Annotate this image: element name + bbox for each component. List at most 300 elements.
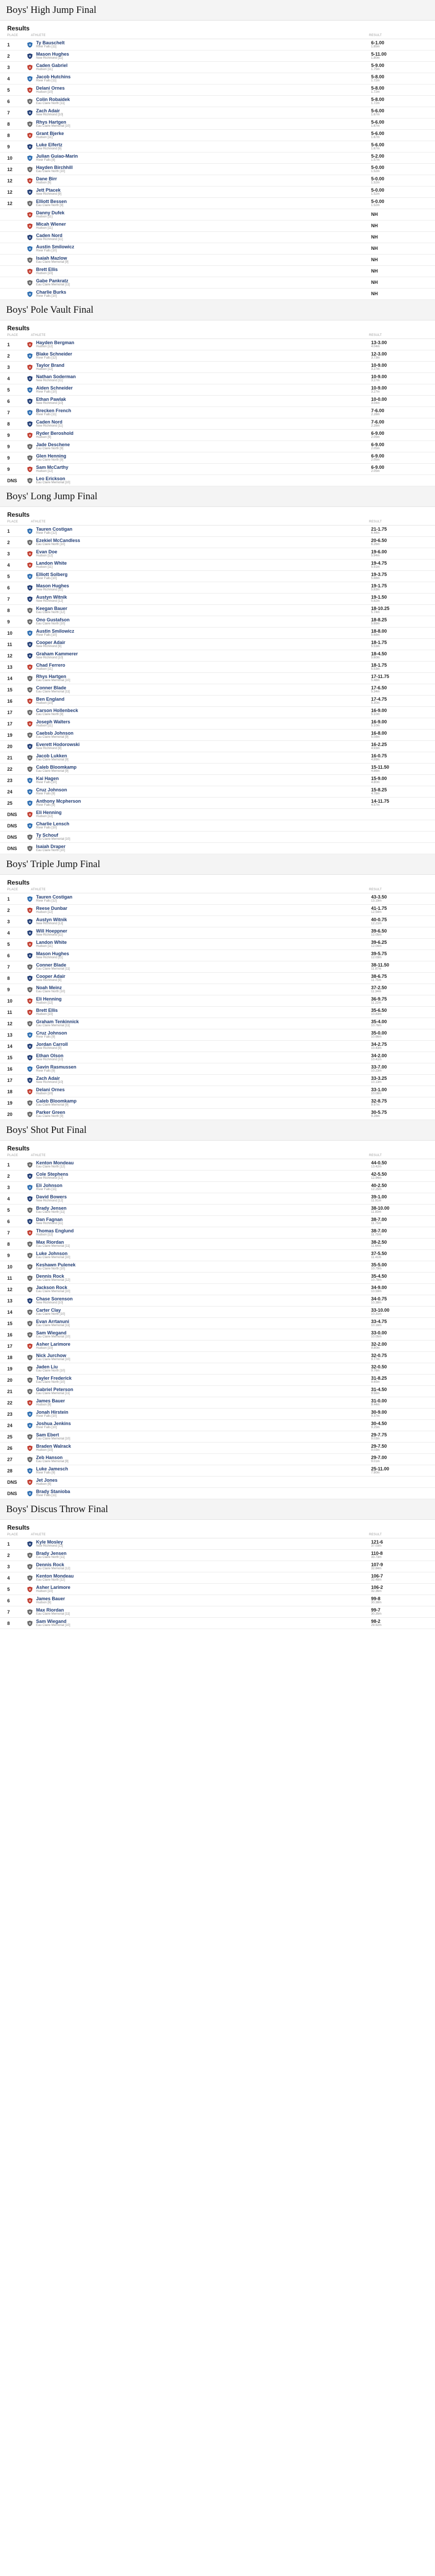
athlete-name-link[interactable]: Isaiah Draper [36, 843, 66, 849]
athlete-school-link[interactable]: Eau Claire Memorial [9] [36, 758, 69, 762]
athlete-name-link[interactable]: Brady Stanioba [36, 1488, 71, 1494]
result-metric: 4.86m [371, 770, 380, 773]
athlete-name-link[interactable]: Austin Smilowicz [36, 628, 75, 634]
athlete-school-link[interactable]: Hudson [12] [36, 911, 53, 914]
school-logo-icon [27, 42, 33, 48]
result-cell [371, 1240, 428, 1248]
place-cell: 2 [7, 907, 10, 913]
athlete-school-link[interactable]: Eau Claire North [9] [36, 713, 63, 717]
athlete-school-link[interactable]: Hudson [12] [36, 345, 53, 349]
athlete-name-link[interactable]: Colin Robaidek [36, 96, 70, 102]
athlete-school-link[interactable]: Eau Claire North [9] [36, 1115, 63, 1118]
athlete-school-link[interactable]: New Richmond [10] [36, 1301, 63, 1305]
athlete-name-link[interactable]: Ethan Pawlak [36, 396, 66, 402]
athlete-name-link[interactable]: Ezekiel McCandless [36, 537, 80, 543]
result-cell [371, 1183, 428, 1192]
place-cell: 20 [7, 1377, 13, 1383]
athlete-school-link[interactable]: Eau Claire Memorial [9] [36, 261, 69, 264]
athlete-name-link[interactable]: Mason Hughes [36, 51, 70, 57]
athlete-school-link[interactable]: New Richmond [11] [36, 379, 63, 383]
athlete-school-link[interactable]: Hudson [12] [36, 470, 53, 473]
athlete-name-link[interactable]: Carter Clay [36, 1307, 61, 1313]
athlete-school-link[interactable]: Eau Claire North [10] [36, 1381, 65, 1384]
result-row [0, 62, 435, 73]
athlete-name-link[interactable]: Chase Sorenson [36, 1296, 73, 1301]
athlete-school-link[interactable]: River Falls [10] [36, 249, 57, 253]
athlete-school-link[interactable]: Eau Claire North [9] [36, 459, 63, 462]
athlete-name-link[interactable]: Tayler Frederick [36, 1375, 72, 1381]
athlete-name-link[interactable]: Mason Hughes [36, 583, 70, 588]
athlete-name-link[interactable]: Landon White [36, 560, 67, 566]
athlete-school-link[interactable]: Eau Claire Memorial [10] [36, 1358, 71, 1362]
athlete-school-link[interactable]: New Richmond [10] [36, 1058, 63, 1062]
athlete-name-link[interactable]: Cruz Johnson [36, 787, 67, 792]
athlete-name-link[interactable]: Rhys Hartgen [36, 673, 66, 679]
athlete-school-link[interactable]: Hudson [12] [36, 815, 53, 819]
athlete-name-link[interactable]: Cooper Adair [36, 973, 65, 979]
athlete-name-link[interactable]: Sam McCarthy [36, 464, 69, 470]
column-result: RESULT [369, 1154, 382, 1157]
place-cell: 15 [7, 1055, 13, 1060]
result-mark: 16-9.00 [371, 719, 387, 724]
athlete-school-link[interactable]: Hudson [11] [36, 668, 53, 671]
athlete-name-link[interactable]: Cole Stephens [36, 1171, 69, 1177]
athlete-school-link[interactable]: Eau Claire North [12] [36, 611, 65, 615]
athlete-school-link[interactable]: Hudson [12] [36, 554, 53, 558]
athlete-name-link[interactable]: Caden Nord [36, 232, 63, 238]
athlete-school-link[interactable]: Hudson [9] [36, 436, 52, 439]
athlete-name-link[interactable]: Luke Johnson [36, 1250, 68, 1256]
athlete-school-link[interactable]: Eau Claire North [9] [36, 204, 63, 208]
athlete-name-link[interactable]: Austyn Witnik [36, 917, 67, 922]
result-cell [371, 788, 428, 796]
athlete-school-link[interactable]: Eau Claire North [10] [36, 1267, 65, 1271]
athlete-cell [36, 454, 371, 462]
result-row [0, 1097, 435, 1109]
athlete-name-link[interactable]: Jordan Carroll [36, 1041, 68, 1047]
athlete-name-link[interactable]: Kenton Mondeau [36, 1573, 74, 1579]
athlete-name-link[interactable]: Julian Guiao-Marin [36, 153, 78, 159]
athlete-school-link[interactable]: Eau Claire North [12] [36, 1165, 65, 1169]
athlete-name-link[interactable]: Kai Hagen [36, 775, 59, 781]
athlete-school-link[interactable]: Eau Claire North [10] [36, 622, 65, 626]
athlete-school-link[interactable]: River Falls [11] [36, 1494, 57, 1498]
results-heading: Results [7, 325, 30, 332]
athlete-school-link[interactable]: New Richmond [12] [36, 922, 63, 926]
athlete-school-link[interactable]: Eau Claire Memorial [10] [36, 679, 71, 683]
athlete-name-link[interactable]: Anthony Mcpherson [36, 798, 81, 804]
athlete-school-link[interactable]: Eau Claire Memorial [12] [36, 1279, 71, 1282]
athlete-school-link[interactable]: Eau Claire North [11] [36, 102, 65, 106]
athlete-school-link[interactable]: Hudson [10] [36, 1092, 53, 1096]
athlete-school-link[interactable]: Eau Claire North [10] [36, 849, 65, 853]
school-logo-icon [27, 766, 33, 772]
athlete-school-link[interactable]: Eau Claire North [10] [36, 990, 65, 994]
athlete-school-link[interactable]: Eau Claire Memorial [9] [36, 736, 69, 739]
result-mark: 19-4.75 [371, 560, 387, 566]
athlete-school-link[interactable]: New Richmond [11] [36, 57, 63, 60]
athlete-school-link[interactable]: River Falls [12] [36, 900, 57, 903]
athlete-name-link[interactable]: Glen Henning [36, 453, 66, 459]
athlete-school-link[interactable]: New Richmond [11] [36, 956, 63, 960]
place-cell: 3 [7, 1564, 10, 1569]
athlete-school-link[interactable]: Hudson [10] [36, 1347, 53, 1350]
athlete-name-link[interactable]: Austin Smilowicz [36, 244, 75, 249]
athlete-name-link[interactable]: Joshua Jenkins [36, 1420, 71, 1426]
athlete-school-link[interactable]: Eau Claire Memorial [9] [36, 1104, 69, 1107]
result-row [0, 1205, 435, 1216]
athlete-school-link[interactable]: River Falls [10] [36, 1426, 57, 1430]
athlete-school-link[interactable]: River Falls [9] [36, 1036, 55, 1039]
athlete-school-link[interactable]: Hudson [11] [36, 945, 53, 948]
athlete-name-link[interactable]: Caden Gabriel [36, 62, 68, 68]
athlete-school-link[interactable]: Hudson [10] [36, 1449, 53, 1452]
athlete-school-link[interactable]: New Richmond [12] [36, 600, 63, 603]
athlete-name-link[interactable]: Conner Blade [36, 962, 66, 968]
athlete-name-link[interactable]: Sam Ebert [36, 1432, 59, 1437]
athlete-name-link[interactable]: Elliott Bessen [36, 198, 67, 204]
athlete-school-link[interactable]: Eau Claire Memorial [10] [36, 1256, 71, 1260]
athlete-school-link[interactable]: Hudson [11] [36, 68, 53, 72]
athlete-name-link[interactable]: Taylor Brand [36, 362, 64, 368]
athlete-name-link[interactable]: Nick Jurchow [36, 1352, 66, 1358]
athlete-name-link[interactable]: Zeb Hanson [36, 1454, 63, 1460]
result-row [0, 1086, 435, 1097]
result-metric: 12.21m [371, 922, 382, 926]
athlete-school-link[interactable]: New Richmond [9] [36, 645, 62, 649]
athlete-name-link[interactable]: Kyle Mosley [36, 1539, 63, 1545]
athlete-name-link[interactable]: Delani Ornes [36, 85, 65, 91]
athlete-school-link[interactable]: Eau Claire Memorial [11] [36, 283, 70, 287]
athlete-school-link[interactable]: Eau Claire North [11] [36, 1556, 65, 1560]
athlete-name-link[interactable]: Dan Fagnan [36, 1216, 63, 1222]
athlete-name-link[interactable]: Eli Henning [36, 809, 62, 815]
athlete-school-link[interactable]: Hudson [12] [36, 368, 53, 371]
athlete-school-link[interactable]: Hudson [12] [36, 1233, 53, 1237]
athlete-name-link[interactable]: Caden Nord [36, 419, 63, 425]
athlete-name-link[interactable]: Mason Hughes [36, 951, 70, 956]
athlete-name-link[interactable]: Nathan Soderman [36, 374, 76, 379]
athlete-school-link[interactable]: New Richmond [11] [36, 238, 63, 242]
athlete-name-link[interactable]: Zach Adair [36, 1075, 60, 1081]
athlete-name-link[interactable]: Carson Hollenbeck [36, 707, 78, 713]
athlete-school-link[interactable]: River Falls [10] [36, 826, 57, 830]
athlete-name-link[interactable]: Eli Henning [36, 996, 62, 1002]
athlete-school-link[interactable]: Hudson [9] [36, 181, 52, 185]
athlete-name-link[interactable]: Eli Johnson [36, 1182, 63, 1188]
athlete-name-link[interactable]: Landon White [36, 939, 67, 945]
result-row [0, 39, 435, 50]
athlete-school-link[interactable]: Eau Claire Memorial [11] [36, 1324, 70, 1328]
result-row [0, 662, 435, 673]
athlete-name-link[interactable]: Ty Schouf [36, 832, 58, 838]
athlete-school-link[interactable]: Eau Claire Memorial [10] [36, 125, 71, 128]
athlete-name-link[interactable]: Asher Larimore [36, 1341, 71, 1347]
athlete-school-link[interactable]: New Richmond [9] [36, 193, 62, 196]
athlete-name-link[interactable]: Ben England [36, 696, 65, 702]
result-metric: 1.52m [371, 204, 380, 208]
athlete-school-link[interactable]: Eau Claire Memorial [11] [36, 1613, 70, 1616]
athlete-school-link[interactable]: Hudson [11] [36, 227, 53, 230]
result-metric: 4.93m [371, 747, 380, 751]
athlete-name-link[interactable]: Ethan Olson [36, 1053, 64, 1058]
place-cell: 16 [7, 698, 13, 704]
athlete-school-link[interactable]: Hudson [9] [36, 1483, 52, 1486]
athlete-school-link[interactable]: Hudson [10] [36, 1013, 53, 1016]
place-cell: 4 [7, 562, 10, 568]
athlete-name-link[interactable]: Jaden Liu [36, 1364, 58, 1369]
athlete-school-link[interactable]: River Falls [12] [36, 532, 57, 535]
athlete-school-link[interactable]: Hudson [12] [36, 1002, 53, 1005]
result-row [0, 1352, 435, 1363]
athlete-school-link[interactable]: Hudson [9] [36, 1601, 52, 1605]
athlete-school-link[interactable]: River Falls [10] [36, 1415, 57, 1418]
athlete-school-link[interactable]: River Falls [9] [36, 792, 55, 796]
athlete-school-link[interactable]: Eau Claire Memorial [10] [36, 1624, 71, 1628]
athlete-cell [36, 245, 371, 253]
athlete-school-link[interactable]: New Richmond [11] [36, 425, 63, 428]
athlete-school-link[interactable]: Hudson [10] [36, 91, 53, 94]
athlete-cell [36, 799, 371, 807]
athlete-school-link[interactable]: Hudson [11] [36, 215, 53, 219]
result-cell [371, 1088, 428, 1096]
athlete-name-link[interactable]: Jacob Hutchins [36, 74, 71, 79]
athlete-school-link[interactable]: River Falls [11] [36, 413, 57, 417]
athlete-name-link[interactable]: Keshawn Pulenek [36, 1262, 76, 1267]
athlete-name-link[interactable]: Jade Deschene [36, 442, 70, 447]
athlete-school-link[interactable]: River Falls [10] [36, 577, 57, 581]
athlete-school-link[interactable]: Eau Claire Memorial [10] [36, 1290, 71, 1294]
athlete-name-link[interactable]: Brecken French [36, 408, 72, 413]
athlete-cell [36, 561, 371, 569]
column-athlete: ATHLETE [31, 888, 46, 891]
result-mark: 7-6.00 [371, 408, 384, 413]
athlete-name-link[interactable]: Ono Gustafson [36, 617, 70, 622]
athlete-name-link[interactable]: Delani Ornes [36, 1087, 65, 1092]
athlete-school-link[interactable]: Eau Claire Memorial [11] [36, 968, 70, 971]
athlete-name-link[interactable]: Grant Bjerke [36, 130, 64, 136]
athlete-school-link[interactable]: River Falls [9] [36, 159, 55, 162]
athlete-school-link[interactable]: New Richmond [10] [36, 656, 63, 660]
result-cell [371, 86, 428, 94]
athlete-school-link[interactable]: River Falls [9] [36, 1471, 55, 1475]
athlete-school-link[interactable]: Eau Claire North [10] [36, 543, 65, 547]
athlete-school-link[interactable]: New Richmond [9] [36, 979, 62, 982]
athlete-name-link[interactable]: Hayden Bergman [36, 340, 75, 345]
athlete-school-link[interactable]: River Falls [10] [36, 391, 57, 394]
athlete-name-link[interactable]: Cooper Adair [36, 639, 65, 645]
athlete-school-link[interactable]: River Falls [9] [36, 1070, 55, 1073]
result-row [0, 1171, 435, 1182]
athlete-school-link[interactable]: River Falls [11] [36, 1188, 57, 1192]
athlete-name-link[interactable]: Gavin Rasmussen [36, 1064, 77, 1070]
athlete-name-link[interactable]: Luke Elfertz [36, 142, 63, 147]
athlete-name-link[interactable]: Tauren Costigan [36, 526, 73, 532]
athlete-name-link[interactable]: Dennis Rock [36, 1562, 64, 1567]
athlete-school-link[interactable]: Eau Claire Memorial [9] [36, 1460, 69, 1464]
athlete-name-link[interactable]: Micah Wiener [36, 221, 66, 227]
athlete-school-link[interactable]: Hudson [10] [36, 702, 53, 705]
athlete-name-link[interactable]: Jet Jones [36, 1477, 58, 1483]
athlete-name-link[interactable]: Ryder Beroshold [36, 430, 74, 436]
athlete-name-link[interactable]: Graham Tenkinnick [36, 1019, 79, 1024]
athlete-name-link[interactable]: Reese Dunbar [36, 905, 68, 911]
athlete-school-link[interactable]: Hudson [10] [36, 1590, 53, 1594]
athlete-name-link[interactable]: Brett Ellis [36, 266, 58, 272]
school-logo-icon [27, 98, 33, 105]
athlete-school-link[interactable]: Eau Claire Memorial [11] [36, 690, 70, 694]
athlete-name-link[interactable]: Jacob Lukken [36, 753, 68, 758]
athlete-name-link[interactable]: Tauren Costigan [36, 894, 73, 900]
athlete-name-link[interactable]: Charlie Lensch [36, 821, 70, 826]
athlete-name-link[interactable]: Max Riordan [36, 1239, 64, 1245]
athlete-school-link[interactable]: New Richmond [10] [36, 402, 63, 405]
athlete-name-link[interactable]: James Bauer [36, 1596, 65, 1601]
athlete-school-link[interactable]: River Falls [9] [36, 804, 55, 807]
athlete-school-link[interactable]: New Richmond [9] [36, 147, 62, 151]
athlete-school-link[interactable]: New Richmond [12] [36, 1177, 63, 1180]
athlete-school-link[interactable]: River Falls [10] [36, 295, 57, 298]
athlete-school-link[interactable]: Eau Claire Memorial [10] [36, 838, 71, 841]
place-cell: 5 [7, 941, 10, 947]
athlete-name-link[interactable]: Max Riordan [36, 1607, 64, 1613]
athlete-name-link[interactable]: Noah Meinz [36, 985, 62, 990]
athlete-name-link[interactable]: Jonah Hirstein [36, 1409, 69, 1415]
athlete-name-link[interactable]: Conner Blade [36, 685, 66, 690]
athlete-name-link[interactable]: Thomas Englund [36, 1228, 74, 1233]
athlete-name-link[interactable]: Dennis Rock [36, 1273, 64, 1279]
athlete-school-link[interactable]: New Richmond [11] [36, 1222, 63, 1226]
result-metric: 1.72m [371, 91, 380, 94]
athlete-school-link[interactable]: Hudson [10] [36, 272, 53, 276]
athlete-school-link[interactable]: Hudson [11] [36, 566, 53, 569]
result-row [0, 164, 435, 175]
athlete-school-link[interactable]: New Richmond [11] [36, 934, 63, 937]
athlete-school-link[interactable]: Eau Claire Memorial [11] [36, 1392, 70, 1396]
athlete-name-link[interactable]: Caebsb Johnson [36, 730, 74, 736]
athlete-name-link[interactable]: Brett Ellis [36, 1007, 58, 1013]
athlete-name-link[interactable]: Gabriel Peterson [36, 1386, 74, 1392]
athlete-school-link[interactable]: Hudson [11] [36, 136, 53, 140]
athlete-school-link[interactable]: Eau Claire North [10] [36, 170, 65, 174]
athlete-school-link[interactable]: River Falls [11] [36, 79, 57, 83]
athlete-school-link[interactable]: Eau Claire North [10] [36, 1313, 65, 1316]
athlete-name-link[interactable]: Charlie Burks [36, 289, 66, 295]
athlete-school-link[interactable]: River Falls [12] [36, 357, 57, 360]
athlete-school-link[interactable]: New Richmond [10] [36, 1081, 63, 1084]
athlete-name-link[interactable]: Kenton Mondeau [36, 1160, 74, 1165]
athlete-name-link[interactable]: Jett Ptacek [36, 187, 61, 193]
athlete-school-link[interactable]: Eau Claire Memorial [10] [36, 1437, 71, 1441]
school-logo-icon [27, 87, 33, 93]
athlete-name-link[interactable]: Asher Larimore [36, 1584, 71, 1590]
athlete-school-link[interactable]: New Richmond [12] [36, 1199, 63, 1203]
athlete-name-link[interactable]: Blake Schneider [36, 351, 73, 357]
athlete-name-link[interactable]: Isaiah Mazlow [36, 255, 68, 261]
athlete-name-link[interactable]: Sam Wiegand [36, 1618, 66, 1624]
athlete-name-link[interactable]: Caleb Bloomkamp [36, 764, 77, 770]
athlete-school-link[interactable]: Eau Claire Memorial [9] [36, 770, 69, 773]
athlete-name-link[interactable]: Brady Jensen [36, 1205, 67, 1211]
athlete-name-link[interactable]: Chad Ferrero [36, 662, 65, 668]
athlete-name-link[interactable]: Rhys Hartgen [36, 119, 66, 125]
athlete-name-link[interactable]: Jackson Rock [36, 1284, 68, 1290]
athlete-name-link[interactable]: Luke Jamesch [36, 1466, 69, 1471]
athlete-name-link[interactable]: Ty Bauschelt [36, 40, 65, 45]
athlete-cell [36, 1229, 371, 1237]
athlete-name-link[interactable]: Danny Dufek [36, 210, 65, 215]
school-logo-icon [27, 1343, 33, 1349]
athlete-school-link[interactable]: Eau Claire Memorial [11] [36, 1245, 70, 1248]
athlete-name-link[interactable]: Hayden Birchhill [36, 164, 73, 170]
place-cell: 12 [7, 166, 13, 172]
athlete-name-link[interactable]: Austyn Witnik [36, 594, 67, 600]
school-logo-icon [27, 1609, 33, 1615]
column-athlete: ATHLETE [31, 520, 46, 523]
athlete-school-link[interactable]: New Richmond [9] [36, 1047, 62, 1050]
athlete-name-link[interactable]: Evan Doe [36, 549, 58, 554]
athlete-name-link[interactable]: Dane Birr [36, 176, 57, 181]
athlete-school-link[interactable]: Eau Claire North [9] [36, 447, 63, 451]
column-place: PLACE [7, 888, 19, 891]
athlete-name-link[interactable]: Cruz Johnson [36, 1030, 67, 1036]
athlete-name-link[interactable]: Everett Hodorowski [36, 741, 80, 747]
athlete-name-link[interactable]: James Bauer [36, 1398, 65, 1403]
athlete-name-link[interactable]: Caleb Bloomkamp [36, 1098, 77, 1104]
athlete-school-link[interactable]: Hudson [9] [36, 1403, 52, 1407]
athlete-name-link[interactable]: Braden Walrack [36, 1443, 71, 1449]
athlete-school-link[interactable]: New Richmond [9] [36, 747, 62, 751]
athlete-school-link[interactable]: Eau Claire North [10] [36, 1369, 65, 1373]
athlete-school-link[interactable]: Eau Claire Memorial [10] [36, 1335, 71, 1339]
athlete-name-link[interactable]: Elliott Solberg [36, 571, 68, 577]
athlete-school-link[interactable]: Eau Claire Memorial [11] [36, 1024, 70, 1028]
school-logo-icon [27, 709, 33, 716]
result-cell [371, 1376, 428, 1384]
athlete-school-link[interactable]: Eau Claire Memorial [10] [36, 481, 71, 485]
athlete-school-link[interactable]: New Richmond [10] [36, 113, 63, 117]
athlete-school-link[interactable]: River Falls [10] [36, 634, 57, 637]
athlete-name-link[interactable]: Parker Green [36, 1109, 65, 1115]
athlete-name-link[interactable]: Evan Arrtanuni [36, 1318, 70, 1324]
result-mark: 18-1.75 [371, 662, 387, 668]
athlete-name-link[interactable]: Will Hoeppner [36, 928, 68, 934]
athlete-school-link[interactable]: River Falls [11] [36, 45, 57, 49]
athlete-school-link[interactable]: New Richmond [12] [36, 1545, 63, 1548]
athlete-school-link[interactable]: Eau Claire Memorial [12] [36, 1567, 71, 1571]
athlete-name-link[interactable]: David Bowers [36, 1194, 67, 1199]
athlete-name-link[interactable]: Aiden Schneider [36, 385, 73, 391]
school-logo-icon [27, 387, 33, 393]
athlete-name-link[interactable]: Brady Jensen [36, 1550, 67, 1556]
athlete-school-link[interactable]: New Richmond [11] [36, 588, 63, 592]
athlete-name-link[interactable]: Zach Adair [36, 108, 60, 113]
athlete-name-link[interactable]: Gabe Pankratz [36, 278, 69, 283]
athlete-name-link[interactable]: Graham Kammerer [36, 651, 78, 656]
athlete-name-link[interactable]: Leo Erickson [36, 476, 65, 481]
athlete-school-link[interactable]: Eau Claire North [11] [36, 1211, 65, 1214]
athlete-name-link[interactable]: Sam Wiegand [36, 1330, 66, 1335]
athlete-name-link[interactable]: Keegan Bauer [36, 605, 68, 611]
place-cell: 8 [7, 975, 10, 981]
athlete-school-link[interactable]: Eau Claire North [12] [36, 1579, 65, 1582]
athlete-school-link[interactable]: Hudson [11] [36, 724, 53, 728]
result-cell [371, 199, 428, 208]
athlete-name-link[interactable]: Joseph Walters [36, 719, 71, 724]
result-cell [371, 165, 428, 174]
school-logo-icon [27, 1066, 33, 1072]
athlete-school-link[interactable]: River Falls [10] [36, 781, 57, 785]
